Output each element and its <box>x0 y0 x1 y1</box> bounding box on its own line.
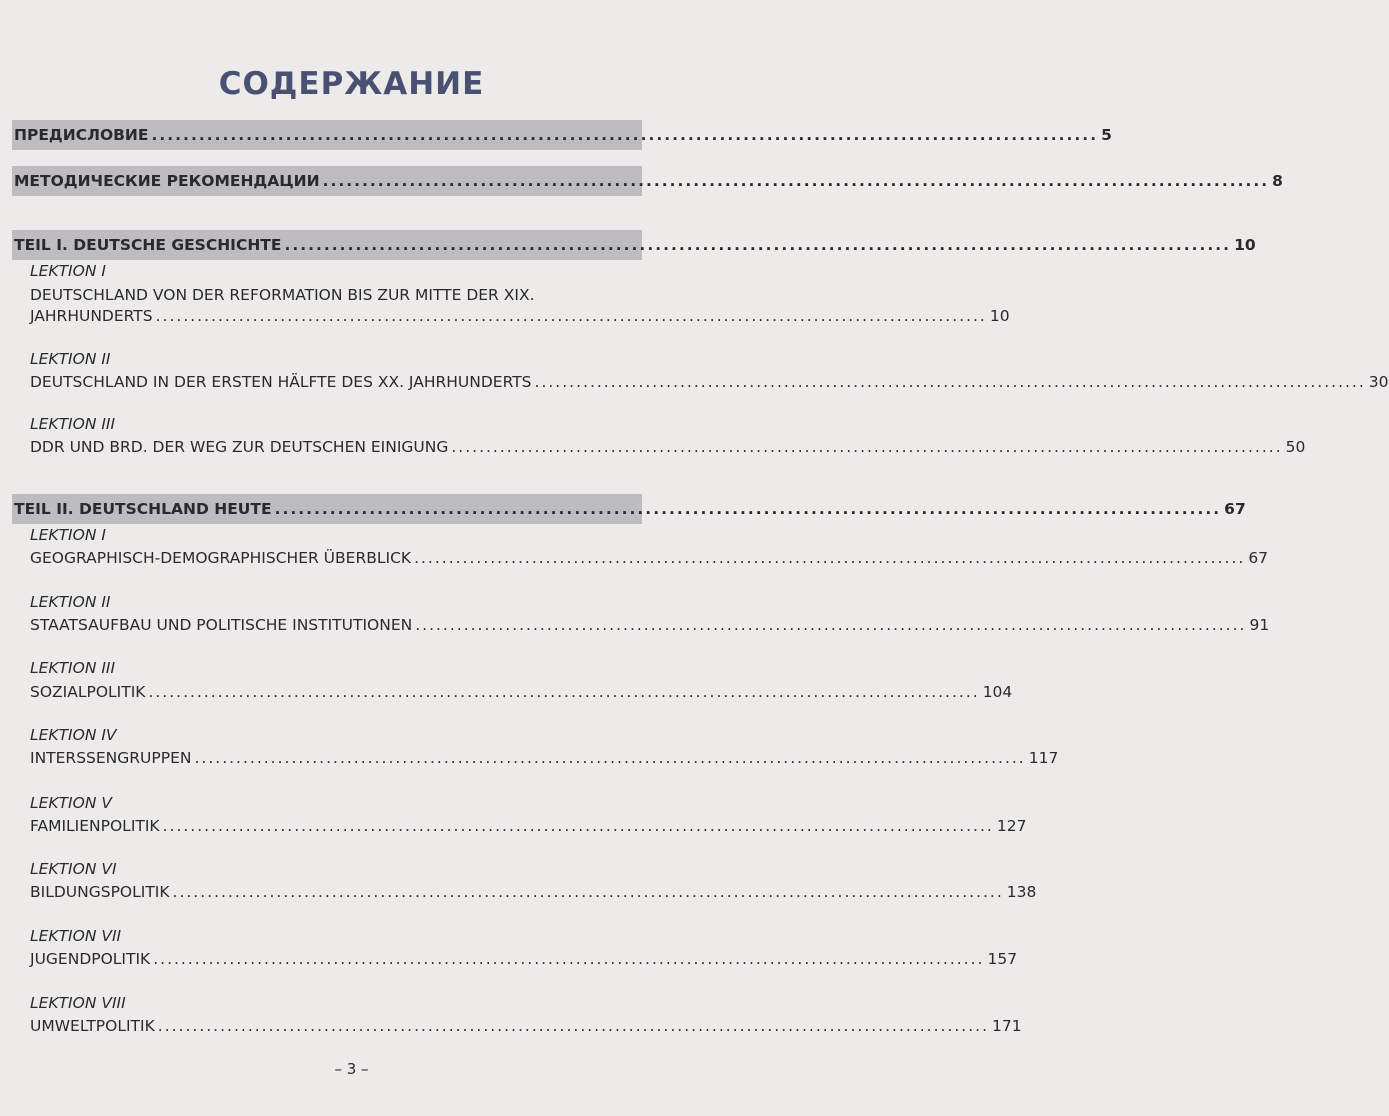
toc-section <box>12 166 1283 196</box>
toc-page-number: 138 <box>1006 883 1037 901</box>
page-number-footer: – 3 – <box>334 1060 369 1078</box>
toc-section-label: ПРЕДИСЛОВИЕ <box>14 126 149 144</box>
toc-leader-dots: ........................................................................................................................ <box>414 549 1246 567</box>
toc-entry-line: DEUTSCHLAND VON DER REFORMATION BIS ZUR MITTE DER XIX. <box>30 286 535 304</box>
toc-section-label: TEIL I. DEUTSCHE GESCHICHTE <box>14 236 282 254</box>
toc-page-number: 67 <box>1224 500 1246 518</box>
toc-leader-dots: ........................................................................................................................ <box>415 616 1247 634</box>
toc-entry <box>30 306 1010 326</box>
lektion-label: LEKTION III <box>30 415 116 433</box>
toc-entry-title: GEOGRAPHISCH-DEMOGRAPHISCHER ÜBERBLICK <box>30 549 412 567</box>
toc-page-number: 157 <box>987 950 1018 968</box>
toc-section <box>12 120 1112 150</box>
toc-entry-title: INTERSSENGRUPPEN <box>30 749 192 767</box>
page-title: СОДЕРЖАНИЕ <box>218 66 485 102</box>
lektion-label: LEKTION II <box>30 350 111 368</box>
toc-entry-title: JUGENDPOLITIK <box>30 950 151 968</box>
toc-page-number: 10 <box>989 307 1010 325</box>
toc-page-number: 104 <box>982 683 1013 701</box>
toc-leader-dots: ........................................................................................................................ <box>151 126 1099 144</box>
lektion-label: LEKTION IV <box>30 726 117 744</box>
toc-section <box>12 230 1256 260</box>
lektion-label: LEKTION VIII <box>30 994 126 1012</box>
toc-leader-dots: ........................................................................................................................ <box>534 373 1366 391</box>
toc-entry-title: DEUTSCHLAND IN DER ERSTEN HÄLFTE DES XX. JAHRHUNDERTS <box>30 373 532 391</box>
toc-page-number: 8 <box>1272 172 1283 190</box>
toc-entry <box>30 1016 1022 1036</box>
lektion-label: LEKTION II <box>30 593 111 611</box>
toc-page-number: 127 <box>996 817 1027 835</box>
toc-entry-title: JAHRHUNDERTS <box>30 307 153 325</box>
toc-entry <box>30 615 1270 635</box>
lektion-label: LEKTION I <box>30 262 106 280</box>
toc-entry-title: BILDUNGSPOLITIK <box>30 883 170 901</box>
toc-entry <box>30 949 1018 969</box>
toc-leader-dots: ........................................................................................................................ <box>322 172 1270 190</box>
toc-entry <box>30 882 1037 902</box>
toc-entry-title: DDR UND BRD. DER WEG ZUR DEUTSCHEN EINIGUNG <box>30 438 449 456</box>
toc-page-number: 171 <box>992 1017 1022 1035</box>
toc-entry-title: SOZIALPOLITIK <box>30 683 146 701</box>
toc-entry <box>30 548 1269 568</box>
toc-section-label: МЕТОДИЧЕСКИЕ РЕКОМЕНДАЦИИ <box>14 172 320 190</box>
toc-entry-title: FAMILIENPOLITIK <box>30 817 160 835</box>
toc-entry <box>30 816 1027 836</box>
toc-leader-dots: ........................................................................................................................ <box>162 817 994 835</box>
toc-leader-dots: ........................................................................................................................ <box>155 307 987 325</box>
toc-section <box>12 494 1246 524</box>
toc-leader-dots: ........................................................................................................................ <box>157 1017 990 1035</box>
toc-entry-title: UMWELTPOLITIK <box>30 1017 155 1035</box>
toc-leader-dots: ........................................................................................................................ <box>274 500 1222 518</box>
toc-leader-dots: ........................................................................................................................ <box>194 749 1026 767</box>
toc-entry <box>30 372 1389 392</box>
toc-leader-dots: ........................................................................................................................ <box>172 883 1004 901</box>
toc-page-number: 5 <box>1101 126 1112 144</box>
toc-page-number: 50 <box>1285 438 1306 456</box>
lektion-label: LEKTION III <box>30 659 116 677</box>
toc-page-number: 91 <box>1249 616 1270 634</box>
toc-page-number: 67 <box>1248 549 1269 567</box>
toc-page-number: 117 <box>1028 749 1059 767</box>
toc-page-number: 10 <box>1234 236 1256 254</box>
lektion-label: LEKTION I <box>30 526 106 544</box>
toc-section-label: TEIL II. DEUTSCHLAND HEUTE <box>14 500 272 518</box>
toc-entry <box>30 748 1059 768</box>
toc-entry <box>30 682 1013 702</box>
toc-page-number: 30 <box>1368 373 1389 391</box>
toc-entry <box>30 437 1306 457</box>
toc-leader-dots: ........................................................................................................................ <box>148 683 980 701</box>
lektion-label: LEKTION VI <box>30 860 117 878</box>
toc-leader-dots: ........................................................................................................................ <box>451 438 1283 456</box>
lektion-label: LEKTION V <box>30 794 112 812</box>
toc-leader-dots: ........................................................................................................................ <box>284 236 1232 254</box>
toc-entry-title: STAATSAUFBAU UND POLITISCHE INSTITUTIONEN <box>30 616 413 634</box>
lektion-label: LEKTION VII <box>30 927 122 945</box>
toc-leader-dots: ........................................................................................................................ <box>153 950 985 968</box>
